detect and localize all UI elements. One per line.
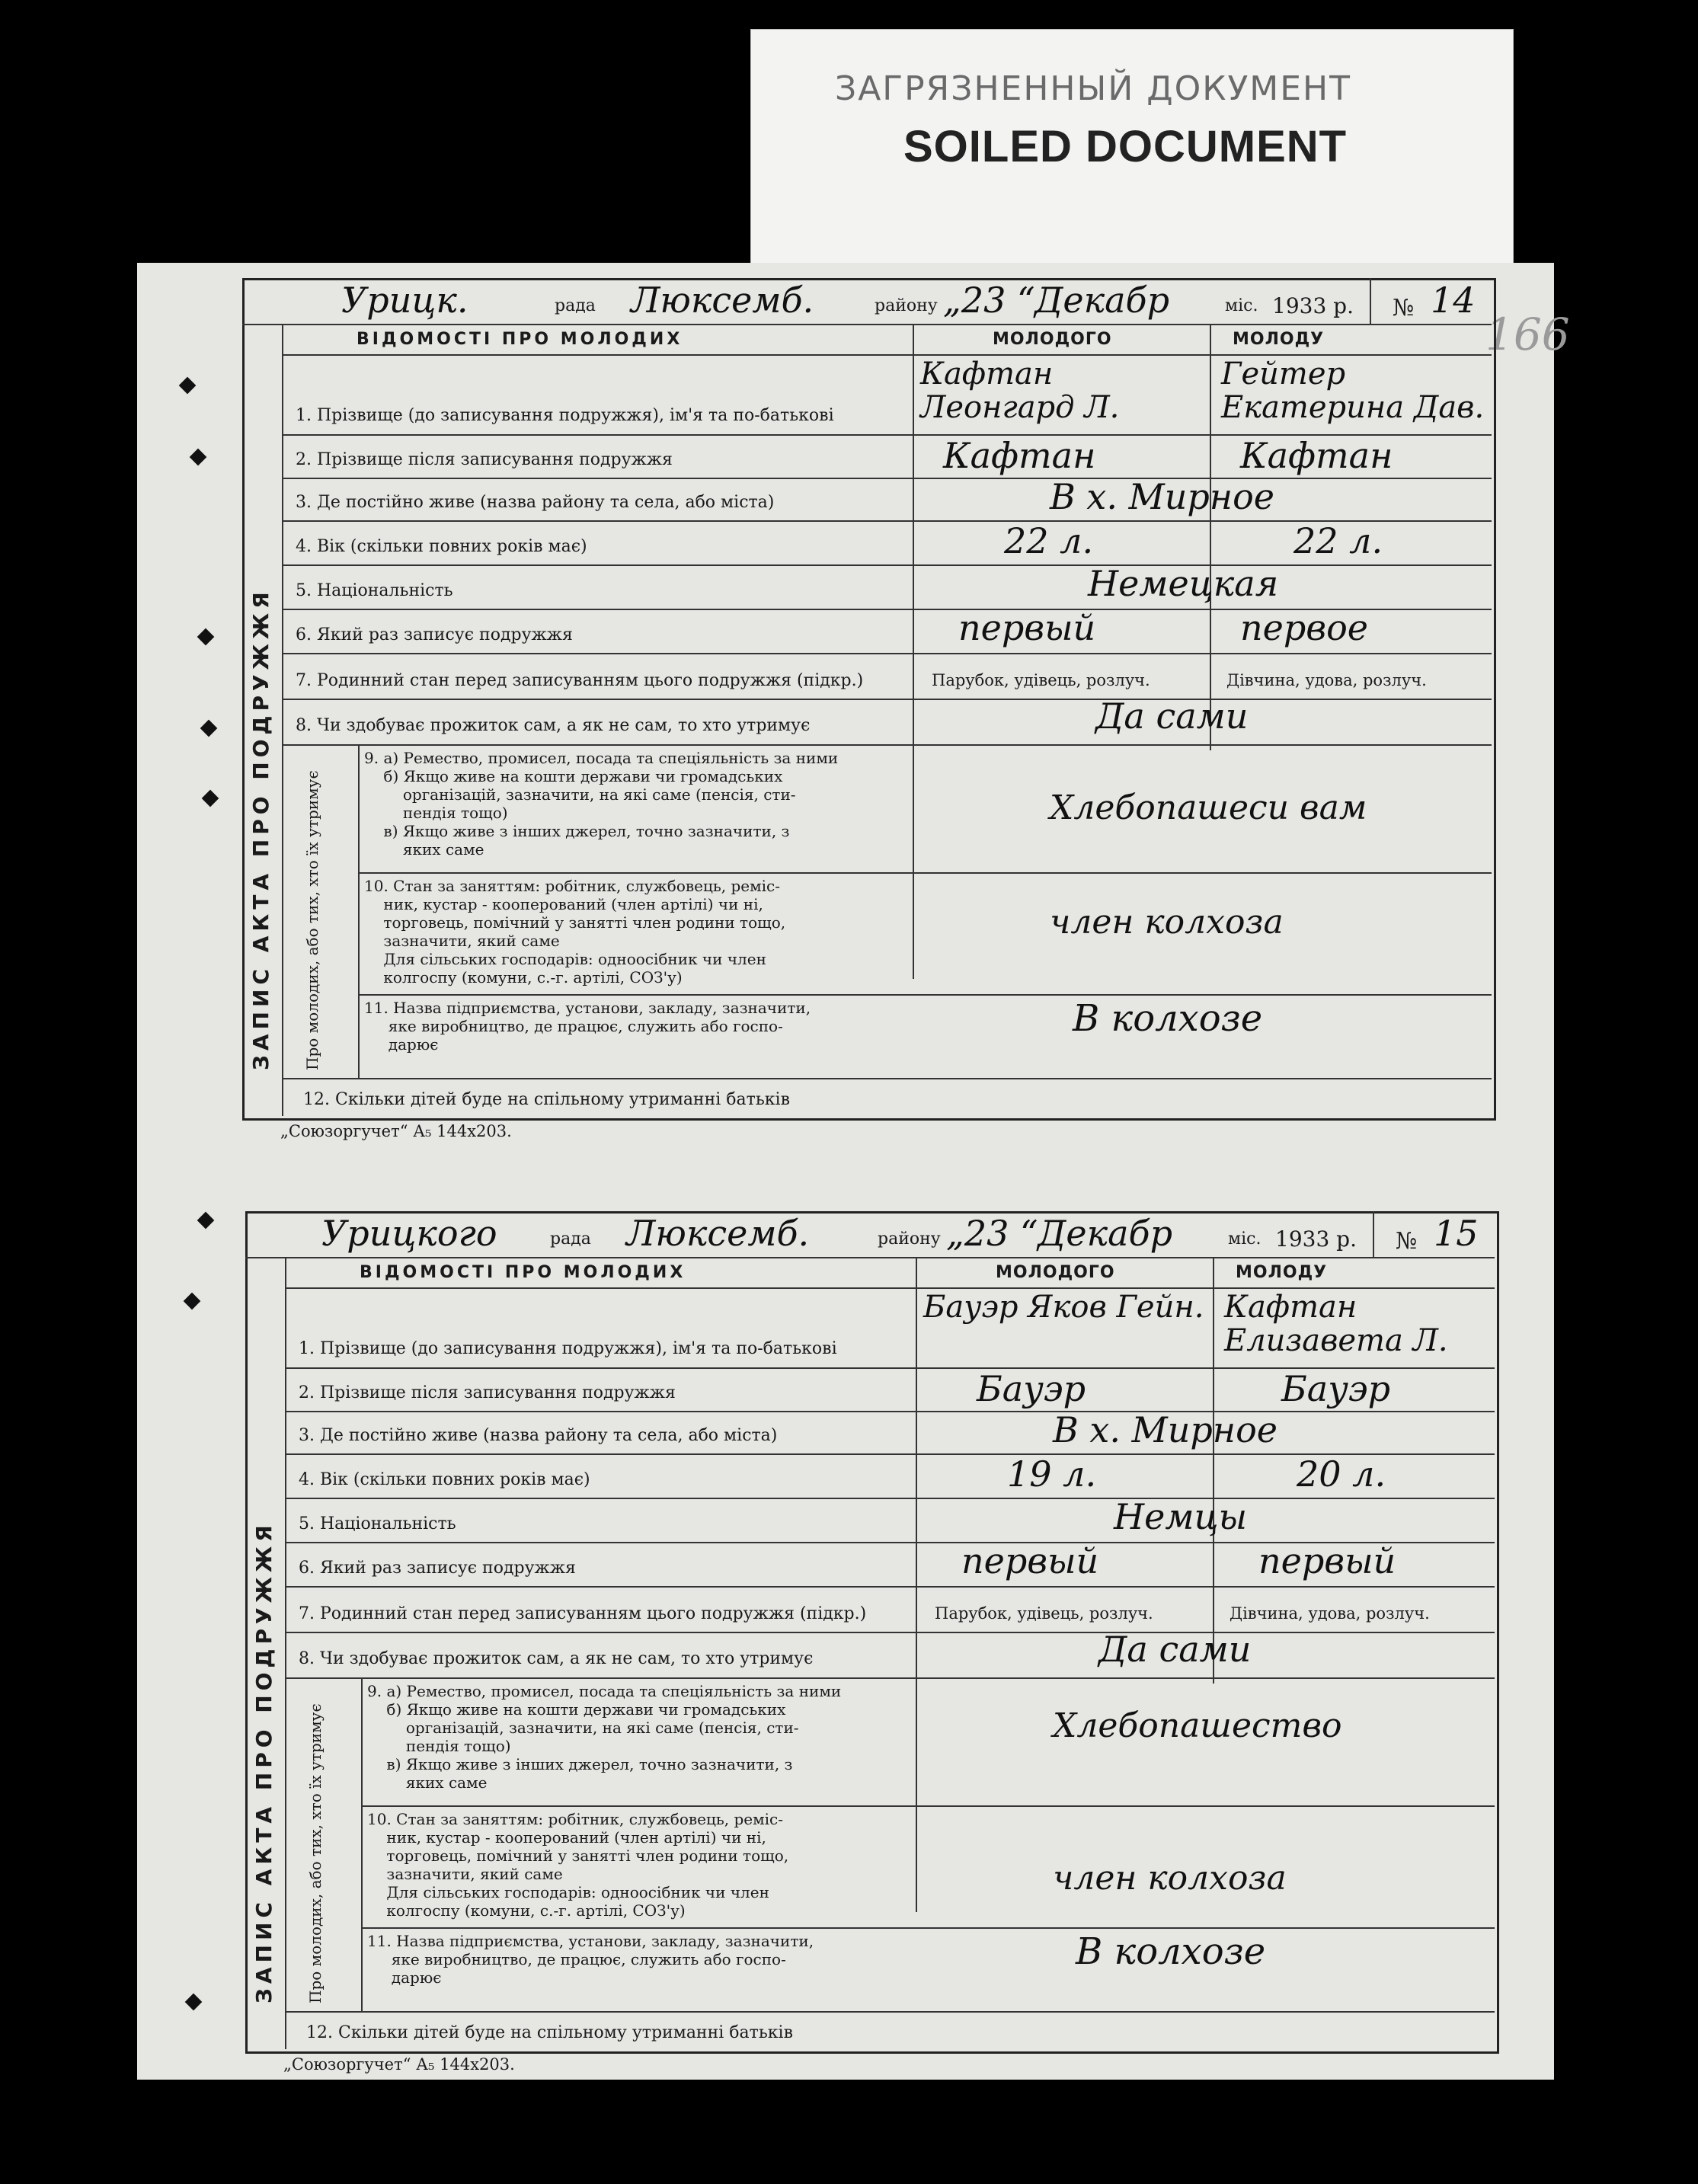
row-10-value: член колхоза <box>1053 1859 1287 1898</box>
printer-imprint: „Союзоргучет“ А₅ 144x203. <box>280 1122 512 1140</box>
row-10-value: член колхоза <box>1050 903 1284 942</box>
bride-column-divider <box>1213 1257 1214 1684</box>
row-11-label: 11. Назва підприємства, установи, закладу, зазначити, яке виробництво, де працює, служить або госпо- дарює <box>367 1932 814 1987</box>
row-divider <box>285 1632 1495 1633</box>
row-divider <box>282 1078 1492 1079</box>
row-4-bride: 20 л. <box>1297 1453 1386 1495</box>
row-5-value: Немецкая <box>1088 563 1279 604</box>
header-year: 1933 р. <box>1272 293 1354 318</box>
row-divider <box>282 564 1492 566</box>
row-1-bride: Гейтер Екатерина Дав. <box>1221 357 1485 425</box>
row-8-value: Да сами <box>1095 695 1249 737</box>
row-5-value: Немцы <box>1114 1496 1248 1537</box>
row-1-bride: Кафтан Елизавета Л. <box>1224 1290 1448 1358</box>
column-head-bride: МОЛОДУ <box>1233 330 1325 349</box>
row-2-groom: Бауэр <box>977 1368 1086 1409</box>
row-10-label: 10. Стан за заняттям: робітник, службовець, реміс- ник, кустар - кооперований (член артілі) чи ні, торговець, помічний у занятті член родини тощо, зазначити, який саме Для сільських господарів: одноосібник чи член колгоспу (комуни, с.-г. артілі, СОЗ'у) <box>367 1810 789 1920</box>
row-divider <box>285 2011 1495 2013</box>
row-divider <box>285 1287 1495 1289</box>
row-1-groom: Кафтан Леонгард Л. <box>920 357 1120 425</box>
marriage-record-form-2 <box>245 1211 1495 2072</box>
header-district: Люксемб. <box>631 280 814 321</box>
row-1-groom: Бауэр Яков Гейн. <box>923 1290 1204 1325</box>
row-5-label: 5. Національність <box>299 1514 456 1533</box>
row-9-value: Хлебопашеси вам <box>1050 788 1367 827</box>
side-title: ЗАПИС АКТА ПРО ПОДРУЖЖЯ <box>251 1520 277 2003</box>
row-7-groom: Парубок, удівець, розлуч. <box>932 671 1150 689</box>
row-1-label: 1. Прізвище (до записування подружжя), ім'я та по-батькові <box>299 1339 837 1358</box>
stamp-russian-text: ЗАГРЯЗНЕННЫЙ ДОКУМЕНТ <box>835 69 1352 108</box>
column-head-groom: МОЛОДОГО <box>993 330 1112 349</box>
row-divider <box>285 1586 1495 1588</box>
row-divider <box>285 1677 1495 1679</box>
row-8-label: 8. Чи здобуває прожиток сам, а як не сам, то хто утримує <box>296 716 811 735</box>
header-day: „23 “ <box>946 1213 1038 1254</box>
header-rada-label: рада <box>555 296 596 315</box>
header-mis-label: міс. <box>1228 1229 1262 1249</box>
marriage-record-form-1 <box>242 278 1492 1139</box>
row-3-value: В х. Мирное <box>1050 476 1275 517</box>
row-4-label: 4. Вік (скільки повних років має) <box>299 1470 590 1489</box>
side-subtitle: Про молодих, або тих, хто їх утримує <box>306 1703 325 2003</box>
row-divider <box>282 699 1492 700</box>
row-divider <box>285 1498 1495 1499</box>
column-head-section: ВІДОМОСТІ ПРО МОЛОДИХ <box>357 330 683 349</box>
row-3-label: 3. Де постійно живе (назва району та села, або міста) <box>296 493 775 512</box>
row-4-groom: 19 л. <box>1007 1453 1097 1495</box>
row-2-label: 2. Прізвище після записування подружжя <box>296 450 673 469</box>
side-column-divider <box>285 1257 286 2049</box>
row-4-groom: 22 л. <box>1004 520 1094 561</box>
row-11-value: В колхозе <box>1073 997 1263 1040</box>
row-6-groom: первый <box>961 1540 1099 1581</box>
row-10-label: 10. Стан за заняттям: робітник, службовець, реміс- ник, кустар - кооперований (член артілі) чи ні, торговець, помічний у занятті член родини тощо, зазначити, який саме Для сільських господарів: одноосібник чи член колгоспу (комуни, с.-г. артілі, СОЗ'у) <box>364 877 786 986</box>
row-divider <box>361 1805 1495 1807</box>
row-2-groom: Кафтан <box>943 435 1096 476</box>
row-6-bride: первое <box>1240 607 1368 648</box>
row-2-label: 2. Прізвище після записування подружжя <box>299 1383 676 1402</box>
row-divider <box>282 744 1492 746</box>
column-head-bride: МОЛОДУ <box>1236 1263 1328 1282</box>
groom-column-divider <box>916 1257 917 1912</box>
header-month: Декабр <box>1034 280 1170 321</box>
side-title: ЗАПИС АКТА ПРО ПОДРУЖЖЯ <box>248 587 273 1070</box>
header-divider <box>242 324 1492 325</box>
header-village: Урицкого <box>321 1213 497 1254</box>
printer-imprint: „Союзоргучет“ А₅ 144x203. <box>283 2055 515 2074</box>
stamp-english-text: SOILED DOCUMENT <box>903 122 1348 171</box>
row-7-bride: Дівчина, удова, розлуч. <box>1226 671 1427 689</box>
row-9-label: 9. а) Ремество, промисел, посада та спеціяльність за ними б) Якщо живе на кошти держави чи громадських організацій, зазначити, на які саме (пенсія, сти- пендія тощо) в) Якщо живе з інших джерел, точно зазначити, з яких саме <box>364 749 839 859</box>
header-no-label: № <box>1396 1228 1418 1255</box>
sub-column-divider <box>361 1677 363 2011</box>
header-rayon-label: району <box>875 296 938 315</box>
row-9-label: 9. а) Ремество, промисел, посада та спеціяльність за ними б) Якщо живе на кошти держави чи громадських організацій, зазначити, на які саме (пенсія, сти- пендія тощо) в) Якщо живе з інших джерел, точно зазначити, з яких саме <box>367 1682 842 1792</box>
header-number-divider <box>1370 278 1371 324</box>
header-record-number: 15 <box>1434 1213 1479 1254</box>
row-7-bride: Дівчина, удова, розлуч. <box>1230 1604 1430 1623</box>
row-8-value: Да сами <box>1098 1629 1252 1670</box>
row-divider <box>358 994 1492 996</box>
row-8-label: 8. Чи здобуває прожиток сам, а як не сам, то хто утримує <box>299 1649 814 1668</box>
side-subtitle: Про молодих, або тих, хто їх утримує <box>303 770 321 1070</box>
column-head-section: ВІДОМОСТІ ПРО МОЛОДИХ <box>360 1263 686 1282</box>
header-rada-label: рада <box>550 1229 591 1249</box>
row-3-label: 3. Де постійно живе (назва району та села, або міста) <box>299 1426 778 1445</box>
header-district: Люксемб. <box>626 1213 810 1254</box>
row-2-bride: Бауэр <box>1281 1368 1391 1409</box>
header-rayon-label: району <box>878 1229 941 1249</box>
row-2-bride: Кафтан <box>1240 435 1393 476</box>
side-column-divider <box>282 324 283 1116</box>
row-12-label: 12. Скільки дітей буде на спільному утриманні батьків <box>303 1090 790 1109</box>
row-5-label: 5. Національність <box>296 581 453 600</box>
page-number: 166 <box>1485 309 1570 360</box>
header-village: Урицк. <box>341 280 468 321</box>
row-3-value: В х. Мирное <box>1053 1409 1278 1450</box>
row-12-label: 12. Скільки дітей буде на спільному утриманні батьків <box>306 2023 793 2042</box>
row-11-label: 11. Назва підприємства, установи, закладу, зазначити, яке виробництво, де працює, служить або госпо- дарює <box>364 999 811 1054</box>
row-6-groom: первый <box>958 607 1096 648</box>
header-day: „23 “ <box>943 280 1035 321</box>
row-divider <box>282 653 1492 654</box>
header-month: Декабр <box>1038 1213 1173 1254</box>
header-record-number: 14 <box>1431 280 1476 321</box>
bride-column-divider <box>1210 324 1211 750</box>
row-7-label: 7. Родинний стан перед записуванням цього подружжя (підкр.) <box>296 671 864 690</box>
sub-column-divider <box>358 744 360 1078</box>
row-divider <box>361 1927 1495 1929</box>
row-6-label: 6. Який раз записує подружжя <box>299 1559 576 1578</box>
header-mis-label: міс. <box>1225 296 1258 315</box>
row-6-label: 6. Який раз записує подружжя <box>296 625 573 644</box>
row-divider <box>285 1411 1495 1412</box>
header-divider <box>245 1257 1495 1258</box>
groom-column-divider <box>913 324 914 979</box>
row-4-label: 4. Вік (скільки повних років має) <box>296 537 587 556</box>
header-year: 1933 р. <box>1275 1226 1357 1252</box>
row-divider <box>282 478 1492 479</box>
row-4-bride: 22 л. <box>1293 520 1383 561</box>
soiled-document-label <box>750 29 1514 267</box>
row-9-value: Хлебопашество <box>1053 1706 1342 1745</box>
column-head-groom: МОЛОДОГО <box>996 1263 1115 1282</box>
row-divider <box>358 872 1492 874</box>
row-7-groom: Парубок, удівець, розлуч. <box>935 1604 1153 1623</box>
header-no-label: № <box>1393 295 1415 321</box>
row-7-label: 7. Родинний стан перед записуванням цього подружжя (підкр.) <box>299 1604 867 1623</box>
row-1-label: 1. Прізвище (до записування подружжя), ім'я та по-батькові <box>296 406 834 425</box>
row-11-value: В колхозе <box>1076 1930 1266 1973</box>
row-6-bride: первый <box>1258 1540 1396 1581</box>
header-number-divider <box>1373 1211 1374 1257</box>
row-divider <box>282 354 1492 356</box>
